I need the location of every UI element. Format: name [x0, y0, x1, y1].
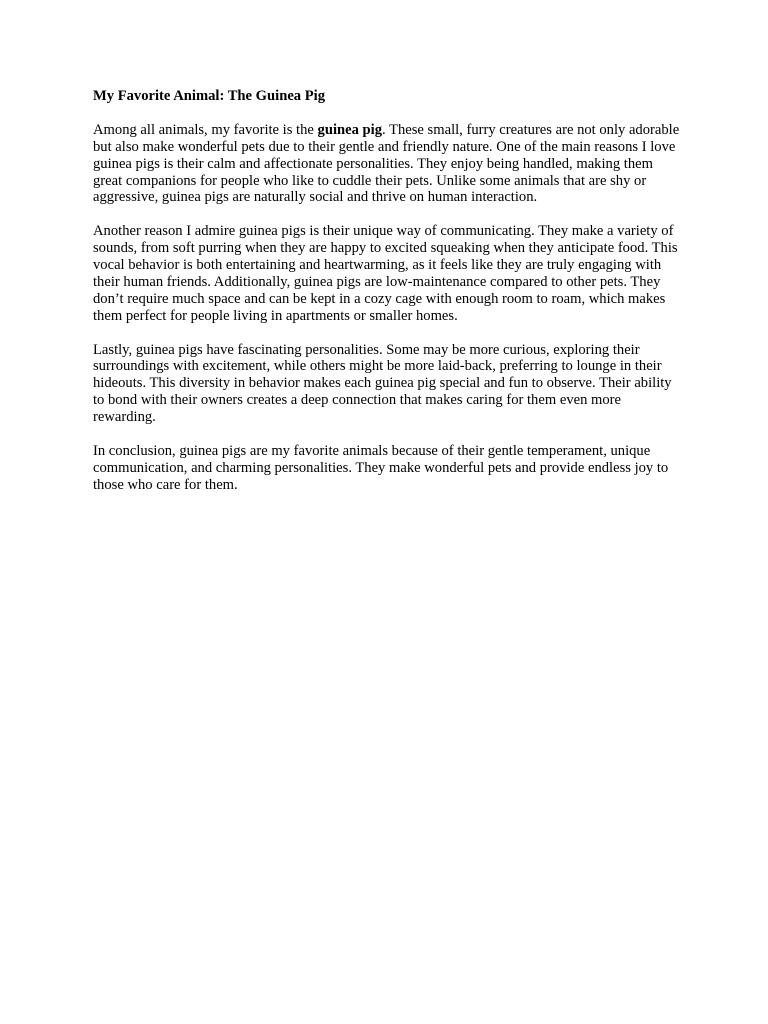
document-title: My Favorite Animal: The Guinea Pig: [93, 88, 326, 104]
document-body: [93, 88, 681, 511]
paragraph-conclusion: In conclusion, guinea pigs are my favorite animals because of their gentle temperament, unique communication, and charming personalities. They make wonderful pets and provide endless joy to those who care for them.: [93, 442, 669, 493]
paragraph-communication: Another reason I admire guinea pigs is their unique way of communicating. They make a variety of sounds, from soft purring when they are happy to excited squeaking when they anticipate food. This vocal behavior is both entertaining and heartwarming, as it feels like they are truly engaging with their human friends. Additionally, guinea pigs are low-maintenance compared to other pets. They don’t require much space and can be kept in a cozy cage with enough room to roam, which makes them perfect for people living in apartments or smaller homes.: [93, 223, 678, 324]
paragraph-intro: [93, 122, 681, 207]
paragraph-intro-text-start: Among all animals, my favorite is the: [93, 121, 318, 138]
paragraph-intro-bold-term: guinea pig: [317, 121, 383, 138]
paragraph-personalities: Lastly, guinea pigs have fascinating personalities. Some may be more curious, exploring their surroundings with excitement, while others might be more laid-back, preferring to lounge in their hideouts. This diversity in behavior makes each guinea pig special and fun to observe. Their ability to bond with their owners creates a deep connection that makes caring for them even more rewarding.: [93, 341, 672, 426]
paragraph-intro-text-end: . These small, furry creatures are not only adorable but also make wonderful pets due to their gentle and friendly nature. One of the main reasons I love guinea pigs is their calm and affectionate personalities. They enjoy being handled, making them great companions for people who like to cuddle their pets. Unlike some animals that are shy or aggressive, guinea pigs are naturally social and thrive on human interaction.: [93, 121, 680, 206]
